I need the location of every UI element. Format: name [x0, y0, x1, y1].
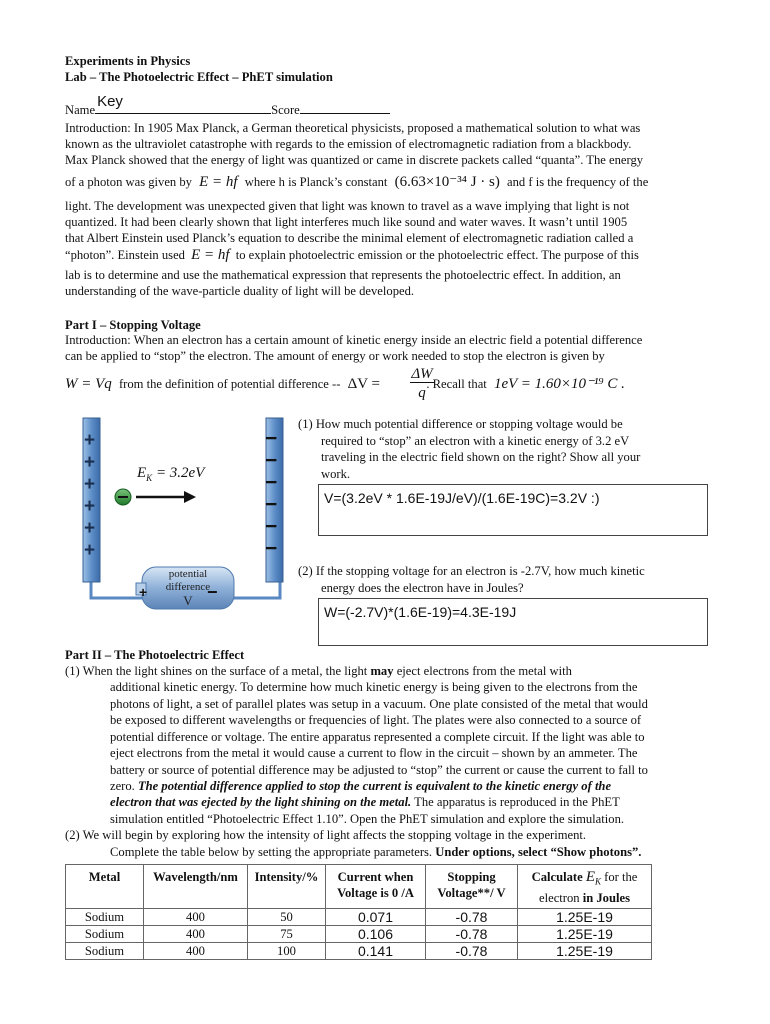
header-calculate: Calculate $E_K$ for the electron in Joules: [518, 865, 652, 909]
einstein-pre: “photon”. Einstein used: [65, 248, 185, 262]
name-score-line: [65, 93, 390, 118]
intro-line: light. The development was unexpected given that light was known to travel as a wave implying that light is not: [65, 199, 630, 213]
part2-p2-line: (2) We will begin by exploring how the intensity of light affects the stopping voltage in the experiment.: [65, 828, 587, 842]
cell-stopping[interactable]: -0.78: [426, 926, 518, 943]
question-line: required to “stop” an electron with a kinetic energy of 3.2 eV: [321, 433, 630, 448]
plus-sign: +: [84, 540, 96, 561]
part1-intro-line: can be applied to “stop” the electron. The amount of energy or work needed to stop the electron is given by: [65, 349, 605, 363]
cell-metal: Sodium: [66, 926, 144, 943]
cell-intensity: 50: [248, 909, 326, 926]
part2-p1-line: battery or source of potential difference may be adjusted to “stop” the current or cause the current to fall to: [110, 763, 648, 777]
intensity-data-table: [65, 864, 652, 960]
cell-intensity: 75: [248, 926, 326, 943]
minus-sign: −: [265, 471, 278, 494]
battery-plus: +: [139, 584, 148, 600]
formula-post: and f is the frequency of the: [507, 175, 649, 189]
battery-label-line: difference: [165, 581, 211, 593]
p1-bold-1: The potential difference applied to stop the current is equivalent to the kinetic energy of the: [137, 779, 612, 793]
question-line: energy does the electron have in Joules?: [321, 580, 524, 595]
cell-metal: Sodium: [66, 943, 144, 960]
formula-e-hf: E = hf: [199, 174, 238, 190]
question-line: work.: [321, 466, 351, 481]
intro-line: that Albert Einstein used Planck’s equation to describe the minimal element of electromagnetic radiation called a: [65, 231, 634, 245]
cell-stopping[interactable]: -0.78: [426, 943, 518, 960]
header-intensity: Intensity/%: [248, 865, 326, 909]
score-field[interactable]: [300, 101, 390, 114]
minus-sign: −: [265, 449, 278, 472]
plus-sign: +: [84, 430, 96, 451]
ek-subscript: K: [146, 473, 153, 483]
page-subtitle: Lab – The Photoelectric Effect – PhET simulation: [65, 70, 333, 84]
plus-sign: +: [84, 474, 96, 495]
plus-signs: [84, 430, 95, 562]
ek-symbol: E: [137, 465, 147, 481]
p2-line2-pre: Complete the table below by setting the appropriate parameters.: [110, 845, 433, 859]
name-label: Name: [65, 103, 96, 117]
question-line: (1) How much potential difference or stopping voltage would be: [298, 417, 623, 431]
cell-current[interactable]: 0.141: [326, 943, 426, 960]
cell-intensity: 100: [248, 943, 326, 960]
cell-wavelength: 400: [144, 943, 248, 960]
cell-metal: Sodium: [66, 909, 144, 926]
intro-line: Introduction: In 1905 Max Planck, a German theoretical physicists, proposed a mathematical solution to what was: [65, 121, 641, 135]
table-row: [66, 926, 652, 943]
cell-ek[interactable]: 1.25E-19: [518, 909, 652, 926]
eq-recall: . Recall that: [426, 377, 487, 391]
part2-p1-line: potential difference or voltage. The entire apparatus represented a complete circuit. If the light was able to: [110, 730, 645, 744]
name-field[interactable]: [95, 93, 271, 114]
question-line: (2) If the stopping voltage for an electron is -2.7V, how much kinetic: [298, 564, 645, 578]
eq-w-vq: W = Vq: [65, 376, 112, 392]
cell-ek[interactable]: 1.25E-19: [518, 926, 652, 943]
cell-current[interactable]: 0.106: [326, 926, 426, 943]
name-value: Key: [97, 93, 123, 110]
arrow-head-icon: [184, 491, 196, 503]
header-current: Current when Voltage is 0 /A: [326, 865, 426, 909]
battery-label-line: potential: [168, 568, 208, 580]
minus-sign: −: [265, 515, 278, 538]
part1-equation-line: [65, 376, 625, 392]
part2-p2-line2: [110, 844, 641, 860]
plus-sign: +: [84, 518, 96, 539]
cell-wavelength: 400: [144, 909, 248, 926]
eq-dv: ΔV =: [347, 376, 380, 392]
planck-constant: (6.63×10⁻³⁴ J · s): [394, 174, 500, 190]
battery-v-label: V: [183, 593, 193, 608]
battery-label: [142, 568, 234, 607]
plus-sign: +: [84, 496, 96, 517]
p1-first-bold: may: [370, 664, 394, 678]
ek-label: [137, 465, 204, 483]
plus-sign: +: [84, 452, 96, 473]
table-header-row: [66, 865, 652, 909]
part1-intro-line: Introduction: When an electron has a certain amount of kinetic energy inside an electric field a potential difference: [65, 333, 643, 347]
table-row: [66, 943, 652, 960]
header-stopping: Stopping Voltage**/ V: [426, 865, 518, 909]
p1-first-post: eject electrons from the metal with: [396, 664, 572, 678]
formula-pre: of a photon was given by: [65, 175, 192, 189]
einstein-e-hf: E = hf: [191, 247, 230, 263]
eq-ev: 1eV = 1.60×10⁻¹⁹ C .: [493, 376, 625, 392]
cell-ek[interactable]: 1.25E-19: [518, 943, 652, 960]
answer-1-text: V=(3.2eV * 1.6E-19J/eV)/(1.6E-19C)=3.2V :): [324, 490, 600, 506]
part2-p1-line: photons of light, a set of parallel plates was setup in a vacuum. One plate consisted of the metal that would: [110, 697, 648, 711]
minus-sign: −: [265, 427, 278, 450]
p1-first-pre: (1) When the light shines on the surface of a metal, the light: [65, 664, 368, 678]
cell-current[interactable]: 0.071: [326, 909, 426, 926]
cell-stopping[interactable]: -0.78: [426, 909, 518, 926]
eq-fraction-denominator: q: [418, 385, 426, 401]
part2-p1-first: [65, 663, 572, 679]
intro-einstein-line: [65, 247, 639, 263]
header-metal: Metal: [66, 865, 144, 909]
intro-line: understanding of the wave-particle duality of light will be developed.: [65, 284, 415, 298]
part2-p1-zero-line: [110, 778, 611, 794]
part2-heading: Part II – The Photoelectric Effect: [65, 648, 245, 662]
question-1: [298, 416, 640, 482]
header-wavelength: Wavelength/nm: [144, 865, 248, 909]
answer-2-text: W=(-2.7V)*(1.6E-19)=4.3E-19J: [324, 604, 517, 620]
answer-box-2[interactable]: [318, 598, 708, 646]
part2-p1-line: eject electrons from the metal it would cause a current to flow in the circuit – shown by an ammeter. The: [110, 746, 638, 760]
part2-p1-line: simulation entitled “Photoelectric Effect 1.10”. Open the PhET simulation and explore the simulation.: [110, 812, 625, 826]
part2-p1-line: be exposed to different wavelengths or frequencies of light. The plates were also connected to a source of: [110, 713, 642, 727]
intro-line: Max Planck showed that the energy of light was quantized or came in discrete packets called “quanta”. The energy: [65, 153, 644, 167]
minus-sign: −: [265, 493, 278, 516]
ek-value: = 3.2eV: [152, 465, 205, 481]
intro-line: quantized. It had been clearly shown that light interferes much like sound and water waves. It wasn’t until 1905: [65, 215, 628, 229]
p1-bold-2: electron that was ejected by the light shining on the metal.: [110, 795, 412, 809]
question-line: traveling in the electric field shown on the right? Show all your: [321, 450, 641, 464]
minus-sign: −: [265, 537, 278, 560]
minus-signs: [265, 428, 277, 560]
part1-heading: Part I – Stopping Voltage: [65, 318, 201, 332]
battery-minus: −: [207, 582, 218, 602]
p1-after: The apparatus is reproduced in the PhET: [414, 795, 620, 809]
cell-wavelength: 400: [144, 926, 248, 943]
eq-fraction-numerator: ΔW: [411, 366, 433, 382]
p2-line2-bold: Under options, select “Show photons”.: [435, 845, 642, 859]
table-row: [66, 909, 652, 926]
intro-line: known as the ultraviolet catastrophe with regards to the emission of electromagnetic radiation from a blackbody.: [65, 137, 632, 151]
part2-p1-bold-line: [110, 794, 620, 810]
question-2: [298, 563, 645, 596]
intro-formula-line: [65, 174, 648, 190]
part2-p1-line: additional kinetic energy. To determine how much kinetic energy is being given to the electrons from the: [110, 680, 638, 694]
eq-text: from the definition of potential difference --: [118, 377, 341, 391]
intro-line: lab is to determine and use the mathematical expression that represents the photoelectric effect. In addition, an: [65, 268, 621, 282]
p1-zero: zero.: [110, 779, 135, 793]
einstein-post: to explain photoelectric emission or the photoelectric effect. The purpose of this: [235, 248, 639, 262]
score-label: Score: [271, 103, 300, 117]
page-title: Experiments in Physics: [65, 54, 191, 68]
formula-mid: where h is Planck’s constant: [244, 175, 388, 189]
answer-box-1[interactable]: [318, 484, 708, 536]
